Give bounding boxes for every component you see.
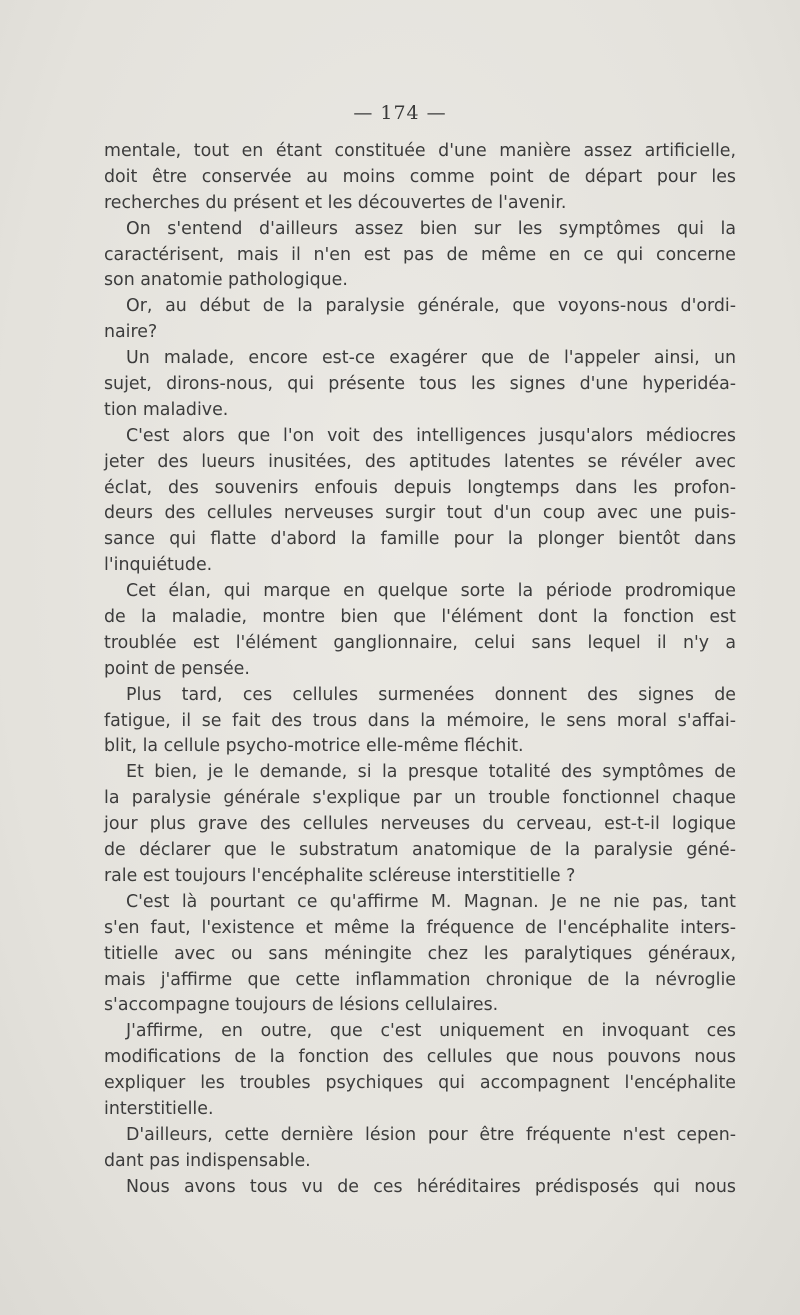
text-line: deurs des cellules nerveuses surgir tout d'un coup avec une puis- (104, 503, 736, 524)
text-line: jour plus grave des cellules nerveuses du cerveau, est-t-il logique (104, 814, 736, 835)
text-line: On s'entend d'ailleurs assez bien sur les symptômes qui la (126, 218, 736, 239)
text-line: éclat, des souvenirs enfouis depuis longtemps dans les profon- (104, 477, 736, 498)
text-line: interstitielle. (104, 1098, 214, 1119)
text-line: la paralysie générale s'explique par un trouble fonctionnel chaque (104, 788, 736, 809)
text-line: point de pensée. (104, 658, 250, 679)
text-line: caractérisent, mais il n'en est pas de même en ce qui concerne (104, 244, 736, 265)
text-line: Plus tard, ces cellules surmenées donnent des signes de (126, 684, 736, 705)
text-line: fatigue, il se fait des trous dans la mémoire, le sens moral s'affai- (104, 710, 736, 731)
text-line: Cet élan, qui marque en quelque sorte la période prodromique (126, 581, 736, 602)
text-line: blit, la cellule psycho-motrice elle-même fléchit. (104, 736, 524, 757)
text-line: s'accompagne toujours de lésions cellulaires. (104, 995, 499, 1016)
text-line: recherches du présent et les découvertes de l'avenir. (104, 192, 567, 213)
text-line: modifications de la fonction des cellules que nous pouvons nous (104, 1047, 736, 1068)
text-line: de la maladie, montre bien que l'élément dont la fonction est (104, 607, 736, 628)
text-line: Or, au début de la paralysie générale, que voyons-nous d'ordi- (126, 296, 736, 317)
text-line: tion maladive. (104, 399, 229, 420)
text-line: J'affirme, en outre, que c'est uniquement en invoquant ces (126, 1021, 736, 1042)
text-line: sance qui flatte d'abord la famille pour la plonger bientôt dans (104, 529, 736, 550)
text-line: D'ailleurs, cette dernière lésion pour être fréquente n'est cepen- (126, 1124, 736, 1145)
text-line: s'en faut, l'existence et même la fréquence de l'encéphalite inters- (104, 917, 736, 938)
text-line: de déclarer que le substratum anatomique de la paralysie géné- (104, 840, 736, 861)
text-line: mais j'affirme que cette inflammation chronique de la névroglie (104, 969, 736, 990)
text-line: jeter des lueurs inusitées, des aptitudes latentes se révéler avec (104, 451, 736, 472)
text-line: mentale, tout en étant constituée d'une manière assez artificielle, (104, 141, 736, 161)
text-line: C'est là pourtant ce qu'affirme M. Magnan. Je ne nie pas, tant (126, 891, 736, 912)
page-number: — 174 — (353, 102, 447, 124)
text-line: Un malade, encore est-ce exagérer que de l'appeler ainsi, un (126, 348, 736, 369)
text-line: Nous avons tous vu de ces héréditaires prédisposés qui nous (126, 1176, 736, 1197)
text-line: troublée est l'élément ganglionnaire, celui sans lequel il n'y a (104, 632, 736, 653)
text-line: l'inquiétude. (104, 555, 213, 576)
text-line: C'est alors que l'on voit des intelligences jusqu'alors médiocres (126, 425, 736, 446)
text-line: rale est toujours l'encéphalite scléreuse interstitielle ? (104, 865, 576, 886)
text-line: dant pas indispensable. (104, 1150, 311, 1171)
text-line: son anatomie pathologique. (104, 270, 348, 291)
text-line: doit être conservée au moins comme point de départ pour les (104, 166, 736, 187)
text-line: naire? (104, 322, 158, 343)
text-line: titielle avec ou sans méningite chez les paralytiques généraux, (104, 943, 736, 964)
body-text (104, 139, 736, 1201)
text-line: Et bien, je le demande, si la presque totalité des symptômes de (126, 762, 736, 783)
text-line: expliquer les troubles psychiques qui accompagnent l'encéphalite (104, 1073, 736, 1094)
text-line: sujet, dirons-nous, qui présente tous les signes d'une hyperidéa- (104, 374, 736, 395)
